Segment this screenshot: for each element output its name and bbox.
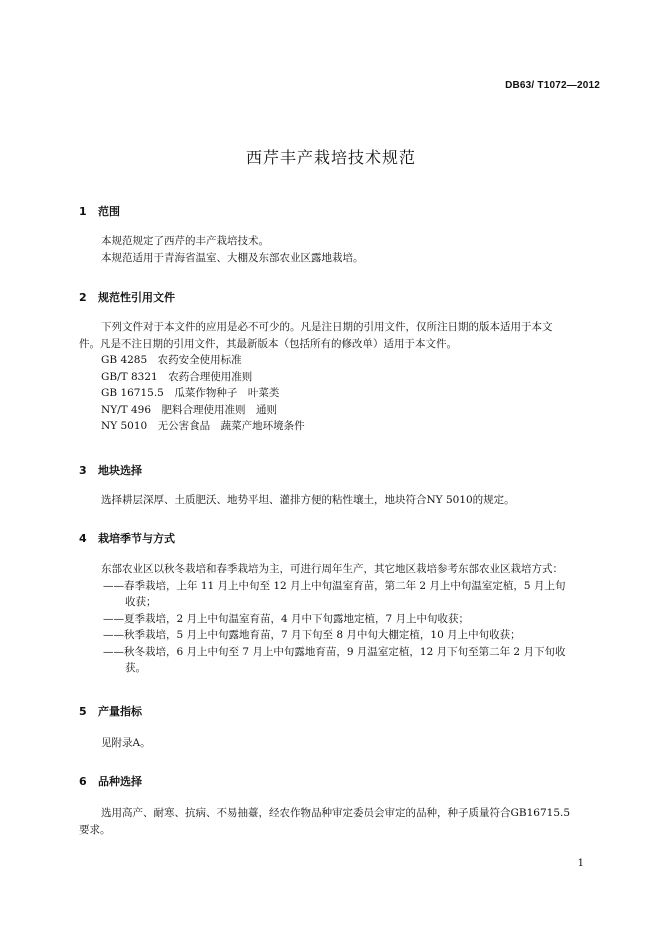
standard-code: DB63/ T1072—2012 xyxy=(505,80,600,91)
reference-item: NY/T 496 肥料合理使用准则 通则 xyxy=(101,403,278,416)
reference-item: GB/T 8321 农药合理使用准则 xyxy=(101,370,253,383)
section-5-heading xyxy=(79,703,142,719)
paragraph-line: 本规范规定了西芹的丰产栽培技术。 xyxy=(101,235,269,247)
section-1-body xyxy=(79,233,604,266)
paragraph-line: 选择耕层深厚、土质肥沃、地势平坦、灌排方便的粘性壤土，地块符合NY 5010的规定。 xyxy=(101,494,515,506)
list-item-continuation: 获。 xyxy=(125,662,146,674)
paragraph-line: 本规范适用于青海省温室、大棚及东部农业区露地栽培。 xyxy=(101,251,364,264)
list-item-continuation: 收获； xyxy=(125,596,157,608)
list-item: ——夏季栽培，2 月上中旬温室育苗，4 月中下旬露地定植，7 月上中旬收获； xyxy=(103,612,470,625)
list-item: ——秋季栽培，5 月上中旬露地育苗，7 月下旬至 8 月中旬大棚定植，10 月上中旬收获； xyxy=(103,629,521,641)
section-2-body xyxy=(79,319,604,435)
section-4-title: 栽培季节与方式 xyxy=(98,532,175,545)
section-6-title: 品种选择 xyxy=(98,775,142,788)
page-number: 1 xyxy=(577,858,584,869)
section-6-number: 6 xyxy=(79,775,87,788)
section-3-heading xyxy=(79,462,142,478)
section-2-title: 规范性引用文件 xyxy=(98,291,175,304)
paragraph-line: 选用高产、耐寒、抗病、不易抽薹，经农作物品种审定委员会审定的品种，种子质量符合GB16715.5 xyxy=(101,807,571,819)
paragraph-line: 见附录A。 xyxy=(101,737,151,749)
section-1-title: 范围 xyxy=(98,205,120,218)
paragraph-line: 东部农业区以秋冬栽培和春季栽培为主，可进行周年生产，其它地区栽培参考东部农业区栽培方式： xyxy=(101,563,563,575)
list-item: ——秋冬栽培，6 月上中旬至 7 月上中旬露地育苗，9 月温室定植，12 月下旬至第二年 2 月下旬收 xyxy=(103,645,566,658)
reference-item: GB 16715.5 瓜菜作物种子 叶菜类 xyxy=(101,387,280,399)
section-3-title: 地块选择 xyxy=(98,464,142,477)
section-2-heading xyxy=(79,289,175,305)
section-3-number: 3 xyxy=(79,464,87,477)
section-2-number: 2 xyxy=(79,291,87,304)
section-3-body xyxy=(79,492,604,509)
section-6-body xyxy=(79,805,604,838)
section-1-heading xyxy=(79,203,120,219)
paragraph-line: 要求。 xyxy=(79,823,111,836)
section-4-number: 4 xyxy=(79,532,87,545)
section-4-body xyxy=(79,561,604,677)
section-5-number: 5 xyxy=(79,705,87,718)
paragraph-line: 件。凡是不注日期的引用文件，其最新版本（包括所有的修改单）适用于本文件。 xyxy=(79,337,457,350)
section-5-title: 产量指标 xyxy=(98,705,142,718)
section-6-heading xyxy=(79,773,142,789)
paragraph-line: 下列文件对于本文件的应用是必不可少的。凡是注日期的引用文件，仅所注日期的版本适用于本文 xyxy=(101,321,553,333)
section-1-number: 1 xyxy=(79,205,87,218)
document-title: 西芹丰产栽培技术规范 xyxy=(245,148,416,167)
list-item: ——春季栽培，上年 11 月上中旬至 12 月上中旬温室育苗，第二年 2 月上中旬温室定植，5 月上旬 xyxy=(103,579,566,592)
reference-item: NY 5010 无公害食品 蔬菜产地环境条件 xyxy=(101,420,305,432)
section-5-body xyxy=(79,735,604,752)
reference-item: GB 4285 农药安全使用标准 xyxy=(101,354,242,366)
section-4-heading xyxy=(79,530,175,546)
